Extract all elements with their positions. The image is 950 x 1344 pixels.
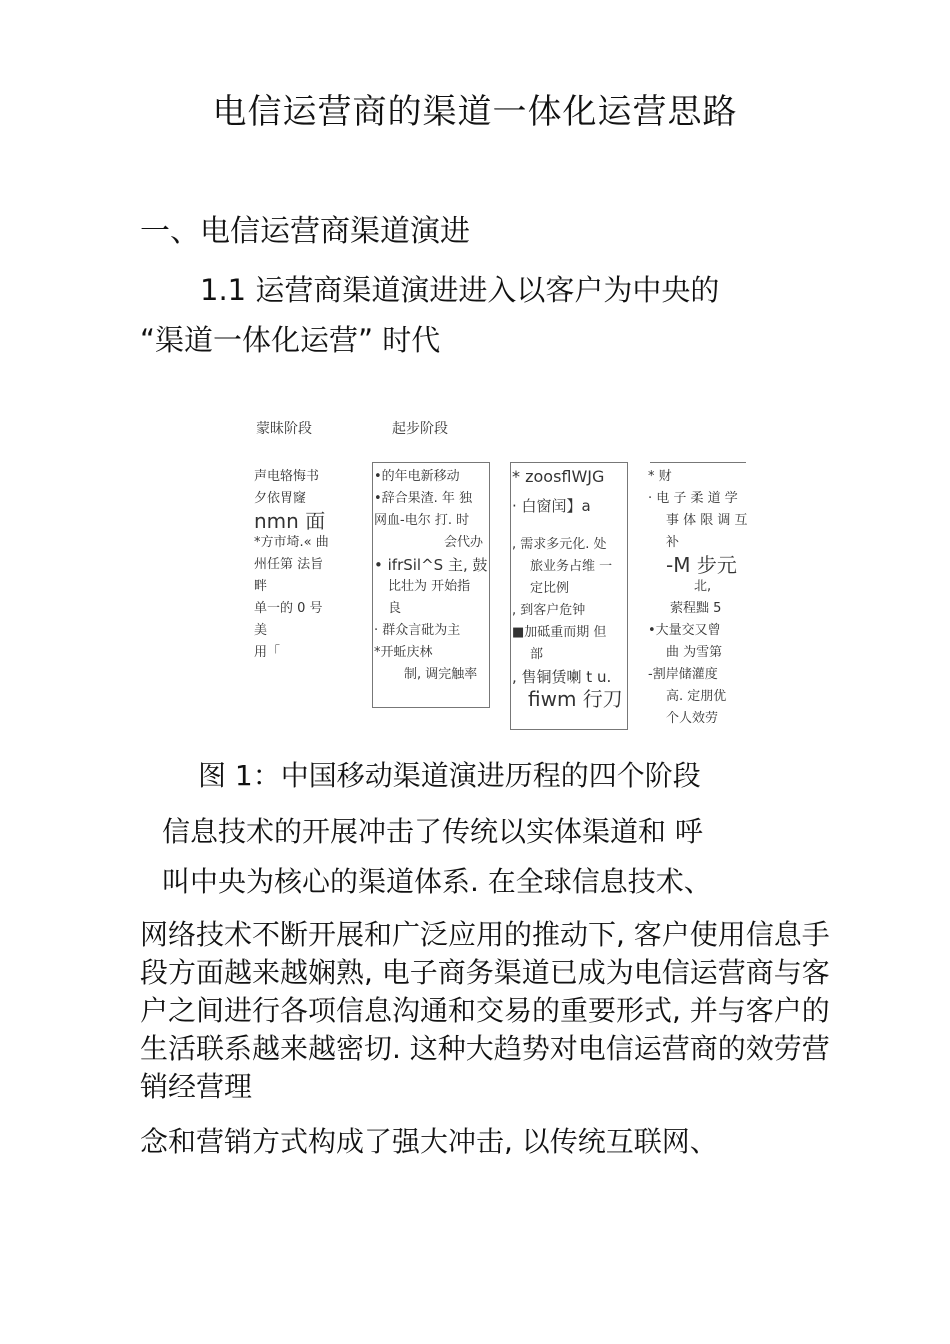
column-text: 美 (254, 623, 268, 638)
stage-column-2 (374, 466, 487, 686)
document-title: 电信运营商的渠道一体化运营思路 (212, 92, 738, 132)
column-text: 畔 (254, 579, 268, 594)
column-text: 部 (530, 647, 544, 662)
column-text: 州任第 法旨 (254, 557, 324, 572)
column-text: •辞合果渣. 年 独 (374, 491, 473, 506)
paragraph-line: 叫中央为核心的渠道体系. 在全球信息技术、 (162, 865, 712, 898)
column-text: * 财 (648, 469, 672, 484)
column-text: 事 体 限 调 互 (666, 513, 748, 528)
column-text: 旅业务占维 一 (530, 559, 613, 574)
column-text: fiwm 行刀 (528, 687, 623, 711)
column-text: * zoosflWJG (512, 467, 605, 486)
column-text: 制, 调完触率 (404, 667, 478, 682)
column-text: 高. 定朋优 (666, 689, 727, 704)
column-text: 比壮为 开始指 (388, 579, 471, 594)
stage-label-1: 蒙昧阶段 (256, 421, 312, 437)
column-text: , 到客户危钟 (512, 603, 586, 618)
column-text: -M 步元 (666, 553, 737, 577)
section-heading: 一、电信运营商渠道演进 (140, 214, 470, 249)
column-text: •的年电新移动 (374, 469, 460, 484)
paragraph-line: 信息技术的开展冲击了传统以实体渠道和 呼 (162, 815, 703, 848)
column-text: , 需求多元化. 处 (512, 537, 607, 552)
paragraph-line: 念和营销方式构成了强大冲击, 以传统互联网、 (140, 1125, 718, 1158)
column-text: *方市埼.« 曲 (254, 535, 329, 550)
column-text: • ifrSil^S 主, 鼓 (374, 556, 488, 574)
column-text: 个人效劳 (666, 711, 719, 726)
subsection-heading-line1: 1.1 运营商渠道演进进入以客户为中央的 (200, 273, 720, 307)
column-text: •大量交又曾 (648, 623, 721, 638)
column-text: -割岸储灌度 (648, 667, 718, 682)
column-text: 网血-电尔 打. 时 (374, 513, 470, 528)
figure-stages-diagram (240, 418, 760, 738)
stage-label-2: 起步阶段 (392, 421, 448, 437)
paragraph-block: 网络技术不断开展和广泛应用的推动下, 客户使用信息手段方面越来越娴熟, 电子商务渠道已成为电信运营商与客户之间进行各项信息沟通和交易的重要形式, 并与客户的生活联系越来越密切. 这种大趋势对电信运营商的效劳营销经营理 (140, 918, 830, 1103)
column-text: 会代办 (444, 535, 484, 550)
column-text: 补 (666, 535, 680, 550)
column-text: , 售铜赁喇 t u. (512, 668, 612, 686)
column-text: *开蚯庆林 (374, 645, 433, 660)
column-text: nmn 面 (254, 509, 326, 533)
column-text: 曲 为雪第 (666, 645, 723, 660)
column-text: 良 (388, 601, 402, 616)
column-text: · 群众言砒为主 (374, 623, 461, 638)
column-text: 声电辂悔书 (254, 469, 320, 484)
column-text: 单一的 0 号 (254, 601, 323, 616)
column-text: ■加砥重而期 但 (512, 625, 607, 640)
column-text: 夕依胃窿 (254, 491, 307, 506)
subsection-heading-line2: “渠道一体化运营” 时代 (140, 323, 441, 357)
column-text: · 电 子 柔 道 学 (648, 491, 738, 506)
stage-column-3 (512, 466, 623, 710)
column-text: 萦程黜 5 (670, 601, 722, 616)
stage-column-4 (648, 466, 748, 730)
figure-caption: 图 1：中国移动渠道演进历程的四个阶段 (198, 759, 701, 792)
stage-rule-4 (650, 462, 746, 463)
column-text: · 白窗闰】a (512, 497, 591, 515)
column-text: 定比例 (530, 581, 570, 596)
column-text: 用「 (254, 645, 281, 660)
stage-column-1 (254, 466, 329, 664)
column-text: 北, (694, 579, 712, 594)
